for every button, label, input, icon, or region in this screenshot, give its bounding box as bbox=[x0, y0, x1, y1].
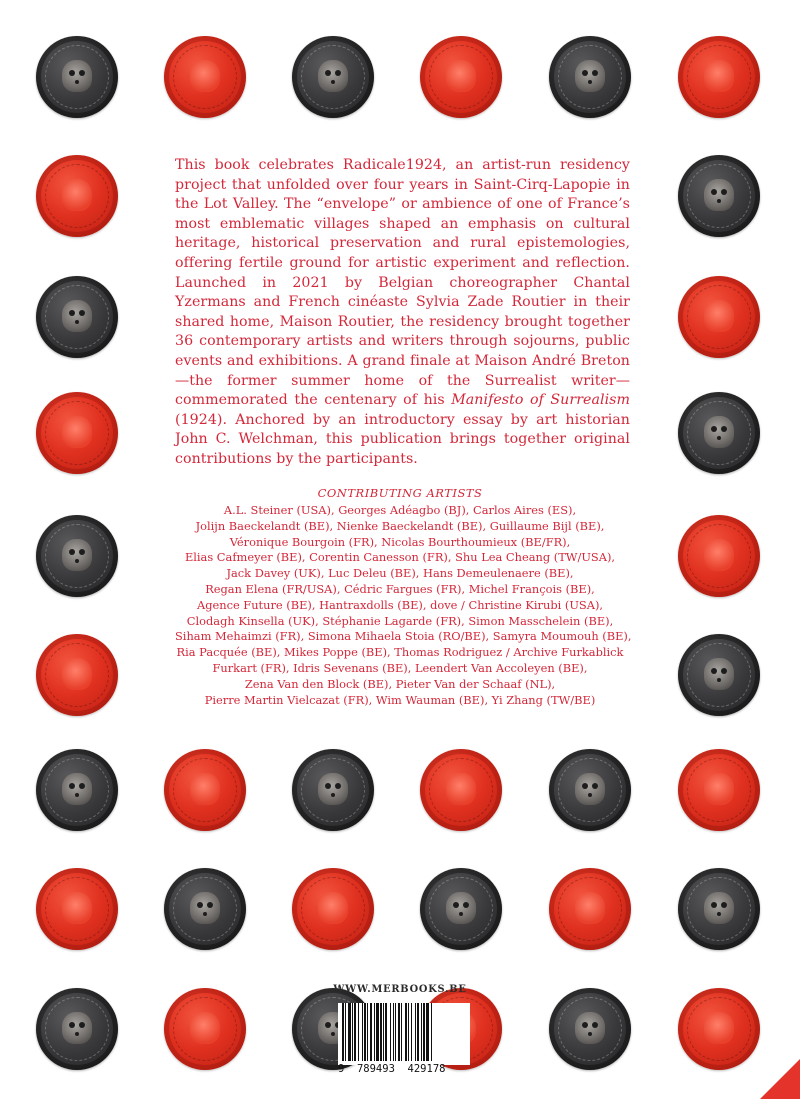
button-seal-center bbox=[62, 892, 92, 924]
artists-line: Regan Elena (FR/USA), Cédric Fargues (FR), Michel François (BE), bbox=[205, 581, 595, 596]
isbn-number: 9 789493 429178 bbox=[338, 1063, 446, 1075]
dark-metal-button bbox=[420, 868, 502, 950]
dark-metal-button bbox=[678, 392, 760, 474]
artists-heading: CONTRIBUTING ARTISTS bbox=[317, 486, 483, 500]
red-wax-button bbox=[164, 988, 246, 1070]
red-wax-button bbox=[36, 634, 118, 716]
artists-line: Zena Van den Block (BE), Pieter Van der Schaaf (NL), bbox=[244, 676, 556, 691]
dark-metal-button bbox=[549, 988, 631, 1070]
skull-emblem bbox=[704, 892, 734, 924]
skull-emblem bbox=[704, 179, 734, 211]
artists-line: Agence Future (BE), Hantraxdolls (BE), dove / Christine Kirubi (USA), bbox=[196, 597, 604, 612]
artists-line: Furkart (FR), Idris Sevenans (BE), Leendert Van Accoleyen (BE), bbox=[212, 660, 588, 675]
skull-emblem bbox=[190, 892, 220, 924]
skull-emblem bbox=[575, 1012, 605, 1044]
red-wax-button bbox=[678, 36, 760, 118]
dark-metal-button bbox=[292, 36, 374, 118]
skull-emblem bbox=[575, 60, 605, 92]
dark-metal-button bbox=[36, 515, 118, 597]
description-book-title: Manifesto of Surrealism bbox=[451, 392, 630, 409]
red-wax-button bbox=[678, 749, 760, 831]
dark-metal-button bbox=[678, 634, 760, 716]
description-part-2: (1924). Anchored by an introductory essay by art historian John C. Welchman, this publication brings together original contributions by the participants. bbox=[175, 411, 630, 467]
button-seal-center bbox=[446, 773, 476, 805]
button-seal-center bbox=[704, 539, 734, 571]
red-wax-button bbox=[36, 155, 118, 237]
skull-emblem bbox=[62, 1012, 92, 1044]
red-wax-button bbox=[678, 276, 760, 358]
artists-line: Clodagh Kinsella (UK), Stéphanie Lagarde (FR), Simon Masschelein (BE), bbox=[186, 613, 614, 628]
dark-metal-button bbox=[678, 868, 760, 950]
artists-line: Véronique Bourgoin (FR), Nicolas Bourthoumieux (BE/FR), bbox=[229, 534, 571, 549]
isbn-barcode bbox=[338, 1003, 470, 1065]
button-seal-center bbox=[575, 892, 605, 924]
red-wax-button bbox=[164, 749, 246, 831]
dark-metal-button bbox=[549, 749, 631, 831]
dark-metal-button bbox=[292, 749, 374, 831]
button-seal-center bbox=[62, 658, 92, 690]
red-wax-button bbox=[678, 988, 760, 1070]
red-wax-button bbox=[164, 36, 246, 118]
button-seal-center bbox=[190, 1012, 220, 1044]
artists-line: Siham Mehaimzi (FR), Simona Mihaela Stoia (RO/BE), Samyra Moumouh (BE), bbox=[175, 629, 632, 644]
skull-emblem bbox=[446, 892, 476, 924]
artists-line: Jack Davey (UK), Luc Deleu (BE), Hans Demeulenaere (BE), bbox=[226, 566, 574, 581]
dark-metal-button bbox=[549, 36, 631, 118]
artists-line: Ria Pacquée (BE), Mikes Poppe (BE), Thomas Rodriguez / Archive Furkablick bbox=[176, 645, 624, 660]
red-wax-button bbox=[549, 868, 631, 950]
dark-metal-button bbox=[36, 988, 118, 1070]
red-wax-button bbox=[292, 868, 374, 950]
button-seal-center bbox=[704, 60, 734, 92]
artists-line: Pierre Martin Vielcazat (FR), Wim Wauman (BE), Yi Zhang (TW/BE) bbox=[204, 692, 596, 707]
red-wax-button bbox=[36, 392, 118, 474]
dark-metal-button bbox=[164, 868, 246, 950]
artists-list bbox=[175, 503, 632, 708]
button-seal-center bbox=[318, 892, 348, 924]
artists-line: Jolijn Baeckelandt (BE), Nienke Baeckelandt (BE), Guillaume Bijl (BE), bbox=[195, 518, 605, 533]
button-seal-center bbox=[62, 179, 92, 211]
artists-line: Elias Cafmeyer (BE), Corentin Canesson (FR), Shu Lea Cheang (TW/USA), bbox=[184, 550, 616, 565]
dark-metal-button bbox=[36, 36, 118, 118]
red-wax-button bbox=[420, 36, 502, 118]
corner-triangle bbox=[760, 1059, 800, 1099]
publisher-website[interactable]: WWW.MERBOOKS.BE bbox=[333, 984, 467, 995]
dark-metal-button bbox=[678, 155, 760, 237]
skull-emblem bbox=[62, 60, 92, 92]
button-seal-center bbox=[190, 773, 220, 805]
skull-emblem bbox=[318, 773, 348, 805]
skull-emblem bbox=[62, 539, 92, 571]
skull-emblem bbox=[704, 658, 734, 690]
skull-emblem bbox=[704, 416, 734, 448]
red-wax-button bbox=[420, 749, 502, 831]
dark-metal-button bbox=[36, 749, 118, 831]
skull-emblem bbox=[62, 300, 92, 332]
red-wax-button bbox=[36, 868, 118, 950]
red-wax-button bbox=[678, 515, 760, 597]
button-seal-center bbox=[446, 60, 476, 92]
skull-emblem bbox=[62, 773, 92, 805]
button-seal-center bbox=[704, 773, 734, 805]
artists-line: A.L. Steiner (USA), Georges Adéagbo (BJ), Carlos Aires (ES), bbox=[223, 503, 577, 517]
button-seal-center bbox=[704, 1012, 734, 1044]
skull-emblem bbox=[318, 60, 348, 92]
button-seal-center bbox=[190, 60, 220, 92]
description-text bbox=[175, 156, 630, 470]
dark-metal-button bbox=[36, 276, 118, 358]
description-part-1: This book celebrates Radicale1924, an artist-run residency project that unfolded over four years in Saint-Cirq-Lapopie in the Lot Valley. The “envelope” or ambience of one of France’s most emblematic villages shaped an emphasis on cultural heritage, historical preservation and rural epistemologies, offering fertile ground for artistic experiment and reflection. Launched in 2021 by Belgian choreographer Chantal Yzermans and French cinéaste Sylvia Zade Routier in their shared home, Maison Routier, the residency brought together 36 contemporary artists and writers through sojourns, public events and exhibitions. A grand finale at Maison André Breton—the former summer home of the Surrealist writer—commemorated the centenary of his bbox=[175, 157, 630, 409]
skull-emblem bbox=[575, 773, 605, 805]
button-seal-center bbox=[704, 300, 734, 332]
button-seal-center bbox=[62, 416, 92, 448]
